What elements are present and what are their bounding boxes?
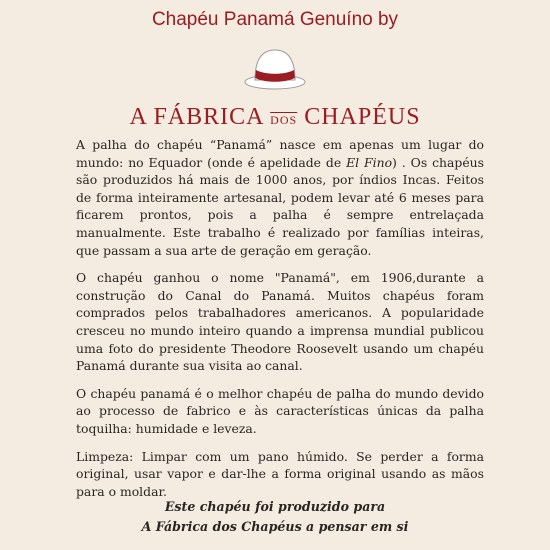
brand-name-dos: $\overline{DOS}$	[270, 113, 298, 127]
closing-line-1: Este chapéu foi produzido para	[164, 499, 386, 514]
closing-note	[0, 497, 550, 537]
closing-line-2: A Fábrica dos Chapéus a pensar em si	[141, 519, 409, 534]
paragraph-origin	[76, 136, 484, 259]
description-text	[76, 136, 484, 510]
paragraph-quality: O chapéu panamá é o melhor chapéu de palha do mundo devido ao processo de fabrico e às características únicas da palha toquilha: humidade e leveza.	[76, 385, 484, 436]
paragraph-history: O chapéu ganhou o nome "Panamá", em 1906,durante a construção do Canal do Panamá. Muitos chapéus foram comprados pelos trabalhadores americanos. A popularidade cresceu no mundo inteiro quando a imprensa mundial publicou uma foto do presidente Theodore Roosevelt usando um chapéu Panamá durante sua visita ao canal.	[76, 270, 484, 374]
paragraph-origin-text-b: ) . Os chapéus são produzidos há mais de 1000 anos, por índios Incas. Feitos de forma inteiramente artesanal, podem levar até 6 meses para ficarem prontos, pois a palha é sempre entrelaçada manualmente. Este trabalho é realizado por famílias inteiras, que passam a sua arte de geração em geração.	[76, 154, 485, 258]
page-title: Chapéu Panamá Genuíno by	[151, 9, 399, 30]
brand-logo-text	[0, 104, 550, 131]
paragraph-origin-text-a: A palha do chapéu “Panamá” nasce em apenas um lugar do mundo: no Equador (onde é apelidade de	[76, 137, 484, 170]
paragraph-origin-emphasis: El Fino	[346, 154, 393, 170]
brand-name-b: CHAPÉUS	[304, 104, 421, 130]
panama-hat-icon	[243, 46, 307, 92]
brand-name-a: A FÁBRICA	[129, 104, 264, 130]
paragraph-cleaning: Limpeza: Limpar com um pano húmido. Se perder a forma original, usar vapor e dar-lhe a forma original usando as mãos para o moldar.	[76, 448, 484, 499]
